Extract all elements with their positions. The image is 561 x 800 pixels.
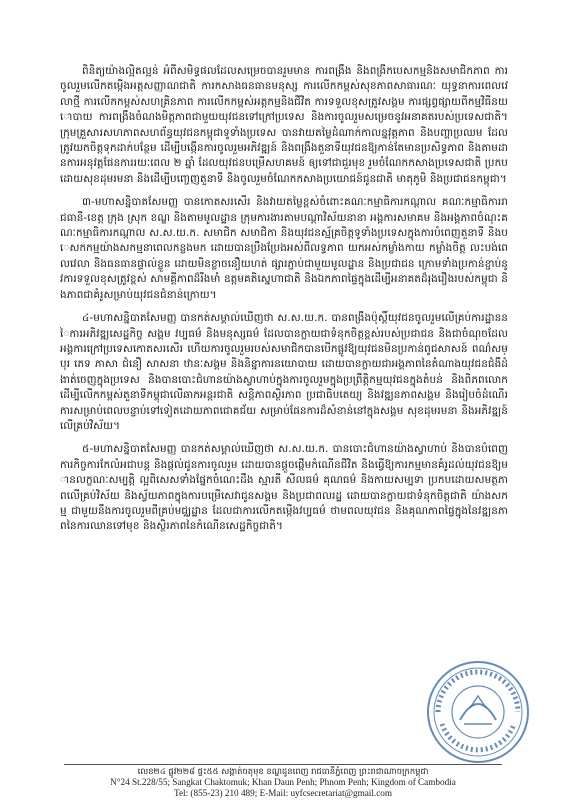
document-body <box>60 64 508 543</box>
organization-seal-icon <box>424 658 532 766</box>
footer-address-khmer: លេខ២៤ ផ្លូវ២២៨ ផ្ទះ៥៥ សង្កាត់ចតុមុខ ខណ្ឌដូនពេញ រាជធានីភ្នំពេញ ព្រះរាជាណាចក្រកម្ពុជា <box>137 766 429 776</box>
footer-divider <box>64 764 502 765</box>
paragraph-item-3: ៣-មហាសន្និបាតសែមញ្ញ បានកោតសរសើរ និងវាយតម្លៃខ្ពស់ចំពោះគណៈកម្មាធិការកណ្តាល គណៈកម្មាធិការរាជធានី-ខេត្ត ក្រុង ស្រុក ខណ្ឌ និងតាមមូលដ្ឋាន ក្រុមការងារតាមបណ្តាវិស័យនានា អង្គការសមាគម និងអង្គភាពចំណុះគណៈកម្មាធិការកណ្តាល ស.ស.យ.ក. សមាជិក សមាជិកា និងយុវជនស្ម័គ្រចិត្តទូទាំងប្រទេសក្នុងការបំពេញតួនាទី និងបេសកកម្មយ៉ាងសកម្មនាពេលកន្លងមក ដោយបានប្រឹងប្រែងអស់ពីលទ្ធភាព យកអស់កម្លាំងកាយ កម្លាំងចិត្ត លះបង់ពេលវេលា និងធនធានផ្ទាល់ខ្លួន ដោយមិនខ្លាចនឿយហត់ ផ្សារភ្ជាប់ជាមួយមូលដ្ឋាន និងប្រជាជន ក្រោមទាំងប្រកាន់ខ្ជាប់នូវការទទួលខុសត្រូវខ្ពស់ សាមគ្គីភាពដ៏រឹងមាំ ឧត្តមគតិស្នេហាជាតិ និងឯកភាពផ្ទៃក្នុងដើម្បីអនាគតដ៏រុងរឿងរបស់កម្ពុជា និងភាពជាគំរូសម្រាប់យុវជនជំនាន់ក្រោយ។ <box>60 196 508 301</box>
footer-contact: Tel: (855-23) 210 489; E-Mail: uyfcsecretariat@gmail.com <box>173 788 393 798</box>
paragraph-item-4: ៤-មហាសន្និបាតសែមញ្ញ បានកត់សម្គាល់ឃើញថា ស.ស.យ.ក. បានពង្រឹងប៉ុស្តិ៍យុវជនចូលរួមលើគ្រប់ការដ្ឋាននៃការអភិវឌ្ឍសេដ្ឋកិច្ច សង្គម វប្បធម៌ និងមនុស្សធម៌ ដែលបានក្លាយជាទំនុកចិត្តខ្ពស់របស់ប្រជាជន និងជាចំណុចដែលអង្គការក្រៅប្រទេសកោតសរសើរ ហើយការចូលរួមរបស់សមាជិកបានបើកផ្លូវឱ្យយុវជនមិនប្រកាន់ពូជសាសន៍ ពណ៌សម្បុរ ភេទ ភាសា ជំនឿ សាសនា ឋានៈសង្គម និងនិន្នាការនយោបាយ ដោយបានក្លាយជាអង្គភាពនៃតំណាងយុវជនជំងឺដំងាត់ចេញក្នុងប្រទេស និងបានបោះជំហានយ៉ាងស្វាហាប់ក្នុងការចូលរួមក្នុងប្រព្រឹត្តិកម្មយុវជនក្នុងតំបន់ និងពិភពលោក ដើម្បីលើកកម្ពស់តួនាទីកម្ពុជាលើឆាកអន្តរជាតិ សន្តិភាពស្ថិរភាព ប្រជាធិបតេយ្យ និងវឌ្ឍនភាពសង្គម និងរៀបចំដំណើរការសម្រាប់ពេលបន្ទាប់ទៅទៀតដោយភាពជោគជ័យ សម្រាប់ផែនការដ៏សំខាន់នៅក្នុងសង្គម សុខដុមរមនា និងអភិវឌ្ឍន៍លើគ្រប់វិស័យ។ <box>60 312 508 432</box>
paragraph-continued: ពិនិត្យយ៉ាងល្អិតល្អន់ អំពីសមិទ្ធផលដែលសម្រេចបានរួមមាន ការពង្រឹង និងពង្រីកបេសកម្មនិងសមាជិកភាព ការចូលរួមលើកតម្កើងអត្តសញ្ញាណជាតិ ការកសាងធនធានមនុស្ស ការលើកកម្ពស់សុខភាពសាធារណៈ យុទ្ធនាការពេលវេលាថ្មី ការលើកកម្ពស់សហគ្រិនភាព ការលើកកម្ពស់អត្តកម្មនិងជីវិត ការទទួលខុសត្រូវសង្គម ការផ្សព្វផ្សាយពីកម្មវិធីនយោបាយ ការពង្រឹងចំណងមិត្តភាពជាមួយយុវជនទៅក្រៅប្រទេស និងការចូលរួមសម្រេចនូវអនាគតរបស់ប្រទេសជាតិ។ ក្រុមគ្រួសារសហភាពសហព័ន្ធយុវជនកម្ពុជាទូទាំងប្រទេស បានវាយតម្លៃដំណាក់កាលន្នវុត្តភាព និងបញ្ហាប្រឈម ដែលត្រូវយកចិត្តទុកដាក់បន្ថែម ដើម្បីបង្កើនការចូលរួមអភិវឌ្ឍន៍ និងពង្រឹងតួនាទីយុវជនឱ្យកាន់តែមានប្រសិទ្ធភាព និងតាមដានការអនុវត្តផែនការរយៈពេល ២ ឆ្នាំ ដែលយុវជនបម្រើសហគមន៍ ឲ្យទៅជាជួរមុខ រួមចំណែកកសាងប្រទេសជាតិ ប្រកបដោយសុខដុមរមនា និងដើម្បីបញ្ចេញតួនាទី និងចូលរួមចំណែកកសាងប្រយោជន៍ជូនជាតិ មាតុភូមិ និងប្រជាជនកម្ពុជា។ <box>60 65 508 185</box>
paragraph-item-5: ៥-មហាសន្និបាតសែមញ្ញ បានកត់សម្គាល់ឃើញថា ស.ស.យ.ក. បានបោះជំហានយ៉ាងស្វាហាប់ និងបានបំពេញការកិច្ចការកែលំអជាបន្ត និងផ្តល់ជូនការចូលរួម ដោយបានផ្តួចផ្តើមកំណើនជីវិត និងធ្វើឱ្យការកម្មមានគំរូដល់យុវជនឱ្យមានលក្ខណៈសម្បត្តិ ល្អពិសេសទាំងផ្នែកចំណេះដឹង ស្មារតី សីលធម៌ គុណធម៌ និងកាយសម្បទា ប្រកបដោយសមត្ថភាពលើគ្រប់វិស័យ និងស្វ័យភាពក្នុងការបម្រើសេវាជូនសង្គម និងប្រជាពលរដ្ឋ ដោយបានក្លាយជាទំនុកចិត្តជាតិ យ៉ាងសកម្ម ជាមួយនឹងការចូលរួមពីគ្រប់មជ្ឈដ្ឋាន ដែលជាការលើកតម្កើងវប្បធម៌ ថាមពលយុវជន និងគុណភាពផ្ទៃក្នុងនៃវឌ្ឍនភាពនៃការឈានទៅមុខ និងស្ថិរភាពនៃកំណើនសេដ្ឋកិច្ចជាតិ។ <box>60 443 508 533</box>
footer <box>64 766 502 799</box>
footer-address-english: N°24 St.228/55; Sangkat Chaktomuk; Khan Daun Penh; Phnom Penh; Kingdom of Cambodia <box>110 777 456 787</box>
